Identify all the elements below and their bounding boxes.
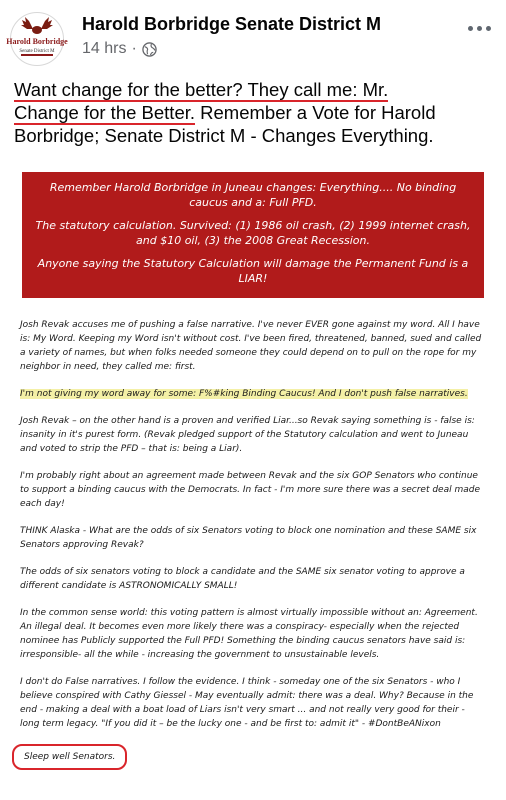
letter-body	[20, 318, 486, 783]
banner-paragraph: The statutory calculation. Survived: (1) 1986 oil crash, (2) 1999 internet crash, and $10 oil, (3) the 2008 Great Recession.	[35, 219, 471, 247]
post-line-2-text: Change for the Better.	[14, 102, 196, 123]
letter-paragraph: I don't do False narratives. I follow the evidence. I think - someday one of the six Senators - who I believe conspired with Cathy Giessel - May eventually admit: there was a deal. Why? Because in the end - making a deal with a boat load of Liars isn't very smart ... and not really very good for their - long term legacy. "If you did it – be the lucky one - and be first to: admit it" - #DontBeANixon	[20, 677, 474, 729]
post-timestamp[interactable]: 14 hrs	[82, 40, 127, 57]
banner-paragraph: Remember Harold Borbridge in Juneau changes: Everything.... No binding caucus and a: Full PFD.	[49, 181, 457, 209]
post-line-3: Borbridge; Senate District M - Changes Everything.	[14, 125, 434, 146]
moose-logo	[6, 13, 68, 65]
letter-paragraph: The odds of six senators voting to block a candidate and the SAME six senator voting to approve a different candidate is ASTRONOMICALLY SMALL!	[20, 567, 465, 591]
post-line-2-rest: Remember a Vote for Harold	[195, 102, 436, 123]
post-line-1-text: Want change for the better? They call me: Mr.	[14, 79, 389, 100]
letter-paragraph: I'm probably right about an agreement made between Revak and the six GOP Senators who continue to support a binding caucus with the Democrats. In fact - I'm more sure there was a secret deal made each day!	[20, 471, 480, 509]
post-message	[14, 78, 498, 147]
meta-separator: ·	[131, 40, 137, 57]
post-line-1	[14, 78, 498, 101]
more-options-icon[interactable]	[468, 24, 492, 34]
red-banner	[22, 172, 484, 298]
banner-paragraph: Anyone saying the Statutory Calculation will damage the Permanent Fund is a LIAR!	[37, 257, 469, 285]
svg-text:Senate District M: Senate District M	[19, 49, 55, 54]
page-name-link[interactable]: Harold Borbridge Senate District M	[82, 14, 382, 34]
post-meta	[82, 40, 157, 58]
letter-paragraph: THINK Alaska - What are the odds of six Senators voting to block one nomination and these SAME six Senators approving Revak?	[20, 526, 477, 550]
letter-paragraph: Josh Revak – on the other hand is a proven and verified Liar...so Revak saying something is - false is: insanity in it's purest form. (Revak pledged support of the Statutory calculation and went to Juneau and voted to strip the PFD – that is: being a Liar).	[20, 416, 475, 454]
circled-closing: Sleep well Senators.	[12, 744, 127, 770]
highlighted-text: I'm not giving my word away for some: F%#king Binding Caucus! And I don't push false narratives.	[20, 389, 468, 399]
letter-paragraph: Josh Revak accuses me of pushing a false narrative. I've never EVER gone against my word. All I have is: My Word. Keeping my Word isn't without cost. I've been fired, threatened, banned, sued and called a variety of names, but when folks needed someone they could depend on to pull on the rope for my neighbor in need, they called me: first.	[20, 320, 482, 372]
page-avatar[interactable]	[6, 12, 68, 66]
globe-icon	[142, 42, 157, 57]
post-image[interactable]	[14, 164, 492, 798]
post-header	[0, 0, 506, 70]
letter-paragraph-highlighted	[20, 387, 486, 401]
letter-paragraph: In the common sense world: this voting pattern is almost virtually impossible without an: Agreement. An illegal deal. It becomes even more likely there was a conspiracy- especially when the rejected nominee has Publicly supported the Full PFD! Something the binding caucus senators have said is: irresponsible- all the while - increasing the government to unsustainable levels.	[20, 608, 478, 660]
post-line-2	[14, 101, 498, 124]
letter-closing	[20, 744, 486, 770]
svg-text:Harold Borbridge: Harold Borbridge	[6, 37, 68, 46]
